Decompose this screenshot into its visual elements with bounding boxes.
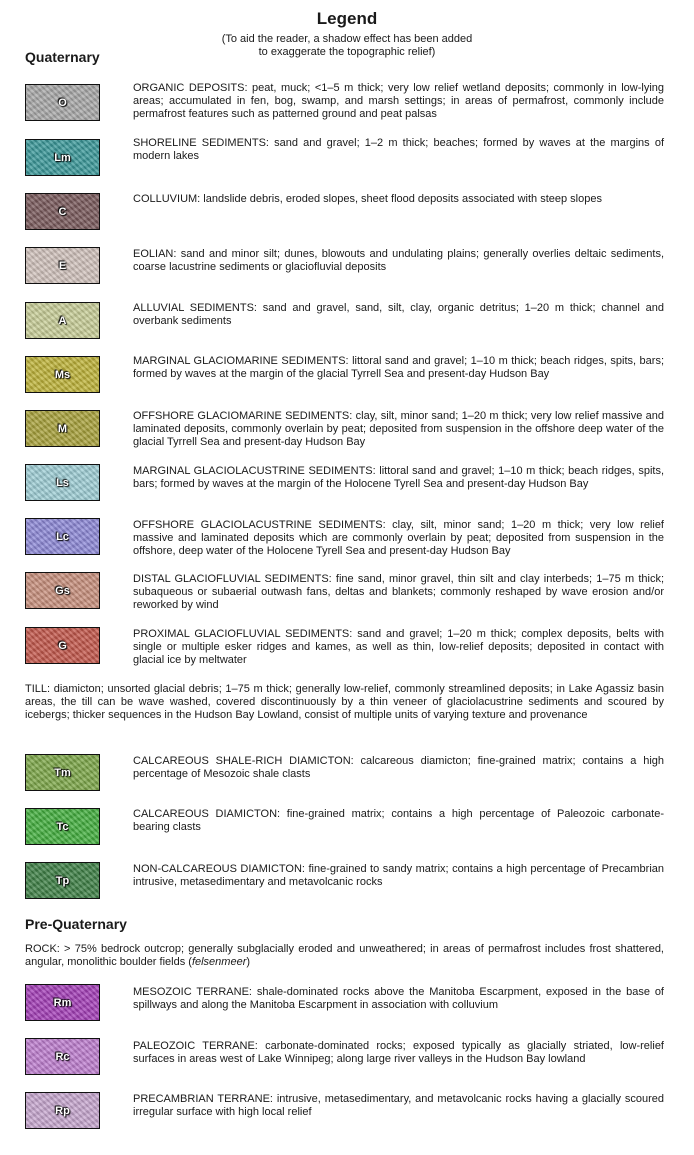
unit-description: NON-CALCAREOUS DIAMICTON: fine-grained to sandy matrix; contains a high percentage of Precambrian intrusive, metasedimentary and metavolcanic rocks — [133, 863, 664, 888]
swatch-tp — [25, 862, 100, 899]
unit-description: SHORELINE SEDIMENTS: sand and gravel; 1–2 m thick; beaches; formed by waves at the margins of modern lakes — [133, 137, 664, 162]
legend-title: Legend — [316, 9, 378, 28]
swatch-lc — [25, 518, 100, 555]
swatch-rp — [25, 1092, 100, 1129]
swatch-gs — [25, 572, 100, 609]
unit-description: PROXIMAL GLACIOFLUVIAL SEDIMENTS: sand and gravel; 1–20 m thick; complex deposits, belts with single or multiple esker ridges and kames, as well as thin, low-relief deposits; deposited in contact with glacial ice by meltwater — [133, 628, 664, 666]
swatch-code: Tp — [55, 874, 70, 887]
swatch-code: Gs — [55, 584, 70, 597]
unit-description: ALLUVIAL SEDIMENTS: sand and gravel, sand, silt, clay, organic detritus; 1–20 m thick; channel and overbank sediments — [133, 302, 664, 327]
swatch-lm — [25, 139, 100, 176]
swatch-code: Ls — [56, 476, 69, 489]
swatch-code: Tc — [56, 820, 69, 833]
swatch-c — [25, 193, 100, 230]
swatch-code: M — [57, 422, 68, 435]
unit-description: MESOZOIC TERRANE: shale-dominated rocks above the Manitoba Escarpment, exposed in the base of spillways and along the Manitoba Escarpment in association with colluvium — [133, 986, 664, 1011]
legend-note-line2: to exaggerate the topographic relief) — [258, 46, 436, 58]
unit-description: COLLUVIUM: landslide debris, eroded slopes, sheet flood deposits associated with steep slopes — [133, 193, 602, 205]
swatch-code: O — [58, 96, 67, 109]
rock-term: felsenmeer — [191, 956, 247, 968]
swatch-e — [25, 247, 100, 284]
unit-description: PRECAMBRIAN TERRANE: intrusive, metasedimentary, and metavolcanic rocks having a glacially scoured irregular surface with high local relief — [133, 1093, 664, 1118]
unit-description: ORGANIC DEPOSITS: peat, muck; <1–5 m thick; very low relief wetland deposits; commonly in low-lying areas; accumulated in fen, bog, swamp, and marsh settings; in areas of permafrost, commonly include permafrost features such as patterned ground and peat palsas — [133, 82, 664, 120]
swatch-ls — [25, 464, 100, 501]
unit-description: EOLIAN: sand and minor silt; dunes, blowouts and undulating plains; generally overlies deltaic sediments, coarse lacustrine sediments or glaciofluvial deposits — [133, 248, 664, 273]
legend-note-line1: (To aid the reader, a shadow effect has been added — [221, 33, 473, 45]
unit-description: OFFSHORE GLACIOMARINE SEDIMENTS: clay, silt, minor sand; 1–20 m thick; very low relief massive and laminated deposits, commonly overlain by peat; deposited from suspension in the offshore deep water of the glacial Tyrrell Sea and present-day Hudson Bay — [133, 410, 664, 448]
swatch-o — [25, 84, 100, 121]
swatch-a — [25, 302, 100, 339]
swatch-code: G — [58, 639, 67, 652]
swatch-code: Lm — [54, 151, 71, 164]
swatch-code: Rc — [55, 1050, 70, 1063]
swatch-ms — [25, 356, 100, 393]
swatch-code: E — [58, 259, 67, 272]
section-pre-quaternary: Pre-Quaternary — [25, 916, 127, 932]
unit-description: CALCAREOUS DIAMICTON: fine-grained matrix; contains a high percentage of Paleozoic carbonate-bearing clasts — [133, 808, 664, 833]
rock-close: ) — [246, 956, 251, 968]
swatch-code: Ms — [54, 368, 71, 381]
unit-description: DISTAL GLACIOFLUVIAL SEDIMENTS: fine sand, minor gravel, thin silt and clay interbeds; 1–75 m thick; subaqueous or subaerial outwash fans, deltas and blankets; commonly reshaped by wave erosion and/or reworked by wind — [133, 573, 664, 611]
swatch-code: A — [58, 314, 67, 327]
unit-description: OFFSHORE GLACIOLACUSTRINE SEDIMENTS: clay, silt, minor sand; 1–20 m thick; very low relief massive and laminated deposits which are commonly overlain by peat; deposited from suspension in the offshore, deep water of the Holocene Tyrell Sea and present-day Hudson Bay — [133, 519, 664, 557]
swatch-m — [25, 410, 100, 447]
swatch-tm — [25, 754, 100, 791]
swatch-code: Rm — [53, 996, 72, 1009]
swatch-g — [25, 627, 100, 664]
rock-description — [25, 943, 664, 969]
swatch-tc — [25, 808, 100, 845]
unit-description: MARGINAL GLACIOMARINE SEDIMENTS: littoral sand and gravel; 1–10 m thick; beach ridges, spits, bars; formed by waves at the margin of the glacial Tyrrell Sea and present-day Hudson Bay — [133, 355, 664, 380]
unit-description: CALCAREOUS SHALE-RICH DIAMICTON: calcareous diamicton; fine-grained matrix; contains a high percentage of Mesozoic shale clasts — [133, 755, 664, 780]
till-description: TILL: diamicton; unsorted glacial debris; 1–75 m thick; generally low-relief, commonly streamlined deposits; in Lake Agassiz basin areas, the till can be wave washed, covered discontinuously by a thin veneer of glaciolacustrine sediments and scoured by icebergs; thicker sequences in the Hudson Bay Lowland, consist of multiple units of varying texture and provenance — [25, 683, 664, 721]
unit-description: MARGINAL GLACIOLACUSTRINE SEDIMENTS: littoral sand and gravel; 1–10 m thick; beach ridges, spits, bars; formed by waves at the margin of the Holocene Tyrell Sea and present-day Hudson Bay — [133, 465, 664, 490]
swatch-code: Lc — [56, 530, 69, 543]
unit-description: PALEOZOIC TERRANE: carbonate-dominated rocks; exposed typically as glacially striated, low-relief surfaces in areas west of Lake Winnipeg; along large river valleys in the Hudson Bay lowland — [133, 1040, 664, 1065]
section-quaternary: Quaternary — [25, 49, 100, 65]
swatch-code: Rp — [55, 1104, 70, 1117]
swatch-rm — [25, 984, 100, 1021]
legend-note — [0, 33, 694, 59]
swatch-rc — [25, 1038, 100, 1075]
swatch-code: C — [58, 205, 67, 218]
rock-text: ROCK: > 75% bedrock outcrop; generally subglacially eroded and unweathered; in areas of permafrost includes frost shattered, angular, monolithic boulder fields ( — [25, 943, 664, 968]
swatch-code: Tm — [54, 766, 71, 779]
